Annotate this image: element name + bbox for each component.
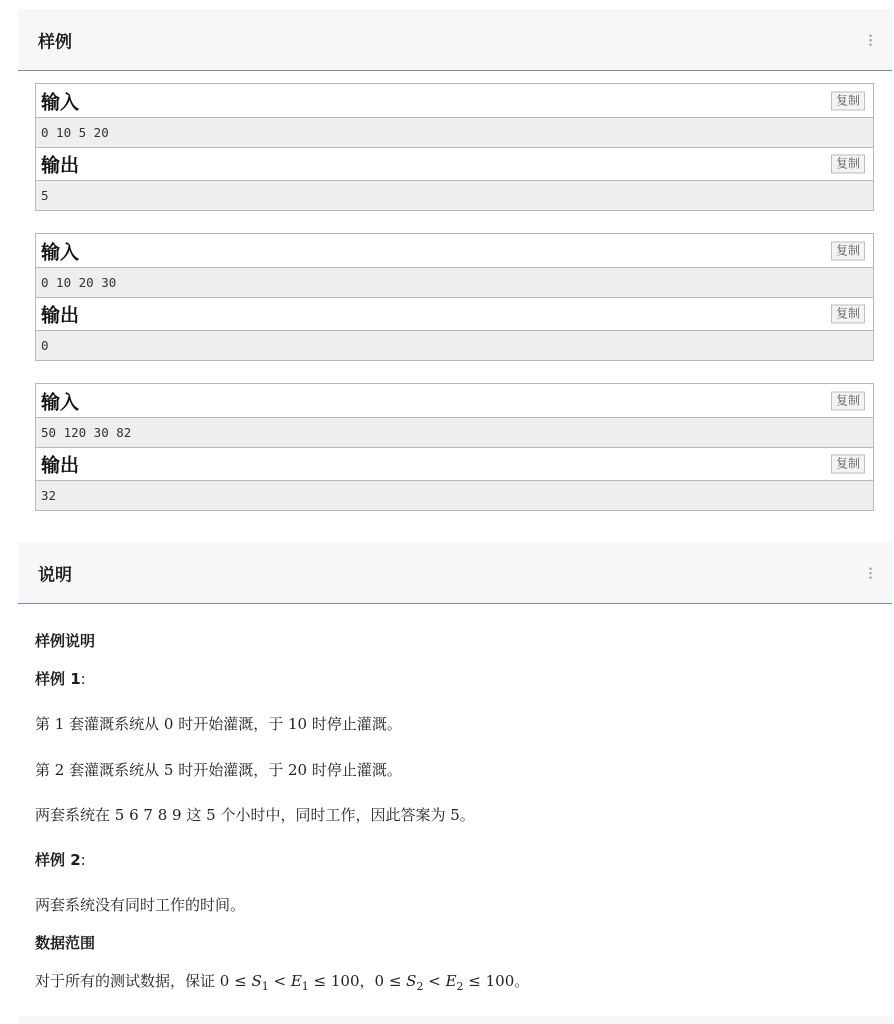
more-options-icon[interactable] — [869, 566, 872, 579]
number: 5 — [206, 806, 216, 824]
sample-input-value: 50 120 30 82 — [36, 418, 873, 447]
number: 5 6 7 8 9 — [114, 806, 182, 824]
number: 1 — [54, 715, 65, 733]
text-segment: 套灌溉系统从 — [64, 715, 164, 733]
sample-output-header — [36, 447, 873, 481]
text-segment: 两套系统在 — [35, 806, 115, 824]
data-range-heading: 数据范围 — [35, 934, 96, 952]
sample-panel-title: 样例 — [38, 32, 72, 52]
more-options-icon[interactable] — [869, 33, 872, 46]
output-label: 输出 — [41, 154, 80, 177]
sample-1-line-3 — [35, 804, 875, 825]
explain-panel-title: 说明 — [38, 565, 72, 585]
number: 5 — [163, 761, 174, 779]
sample-input-value: 0 10 5 20 — [36, 118, 873, 147]
text-segment: 对于所有的测试数据，保证 — [35, 972, 220, 990]
sample-1-title-text: 样例 1 — [35, 670, 81, 688]
next-panel-header — [18, 1016, 892, 1024]
explain-panel-header — [18, 542, 892, 604]
copy-input-button[interactable]: 复制 — [831, 391, 865, 410]
sample-output-value: 32 — [36, 481, 873, 510]
sample-block-3 — [35, 383, 874, 511]
number: 5 — [450, 806, 460, 824]
copy-output-button[interactable]: 复制 — [831, 305, 865, 324]
text-segment: 这 — [181, 806, 207, 824]
sample-output-value: 5 — [36, 181, 873, 210]
number: 0 — [163, 715, 174, 733]
data-range-line — [35, 970, 875, 993]
input-label: 输入 — [41, 391, 80, 413]
number: 2 — [54, 761, 65, 779]
text-segment: 套灌溉系统从 — [64, 761, 164, 779]
copy-input-button[interactable]: 复制 — [831, 241, 865, 260]
sample-output-header — [36, 297, 873, 331]
sample-explanation-heading: 样例说明 — [35, 632, 96, 650]
sample-input-header — [36, 84, 873, 118]
text-segment: 时停止灌溉。 — [307, 715, 402, 733]
text-segment: 第 — [35, 715, 55, 733]
sample-input-header — [36, 234, 873, 268]
sample-2-title-text: 样例 2 — [35, 851, 81, 869]
sample-1-title: 样例 1: — [35, 670, 86, 688]
sample-block-2 — [35, 233, 874, 361]
sample-output-header — [36, 147, 873, 181]
copy-input-button[interactable]: 复制 — [831, 91, 865, 110]
sample-2-line-1: 两套系统没有同时工作的时间。 — [35, 896, 246, 914]
text-segment: 时停止灌溉。 — [307, 761, 402, 779]
copy-output-button[interactable]: 复制 — [831, 155, 865, 174]
sample-1-line-1 — [35, 713, 875, 734]
sample-output-value: 0 — [36, 331, 873, 360]
text-segment: 时开始灌溉，于 — [173, 761, 288, 779]
sample-panel-header — [18, 9, 892, 71]
text-segment: 时开始灌溉，于 — [173, 715, 288, 733]
input-label: 输入 — [41, 241, 80, 263]
copy-output-button[interactable]: 复制 — [831, 455, 865, 474]
text-segment: 个小时中，同时工作，因此答案为 — [215, 806, 451, 824]
text-segment: 。 — [459, 806, 475, 824]
input-label: 输入 — [41, 91, 80, 113]
output-label: 输出 — [41, 454, 80, 477]
text-segment: 第 — [35, 761, 55, 779]
sample-block-1 — [35, 83, 874, 211]
output-label: 输出 — [41, 304, 80, 327]
sample-input-header — [36, 384, 873, 418]
range-formula: $0 \le S_1 < E_1 \le 100$，$0 \le S_2 < E_2 \le 100$ — [219, 972, 515, 993]
sample-input-value: 0 10 20 30 — [36, 268, 873, 297]
number: 20 — [287, 761, 308, 779]
text-segment: 。 — [514, 972, 530, 990]
number: 10 — [287, 715, 308, 733]
sample-1-line-2 — [35, 759, 875, 780]
sample-2-title: 样例 2: — [35, 851, 86, 869]
